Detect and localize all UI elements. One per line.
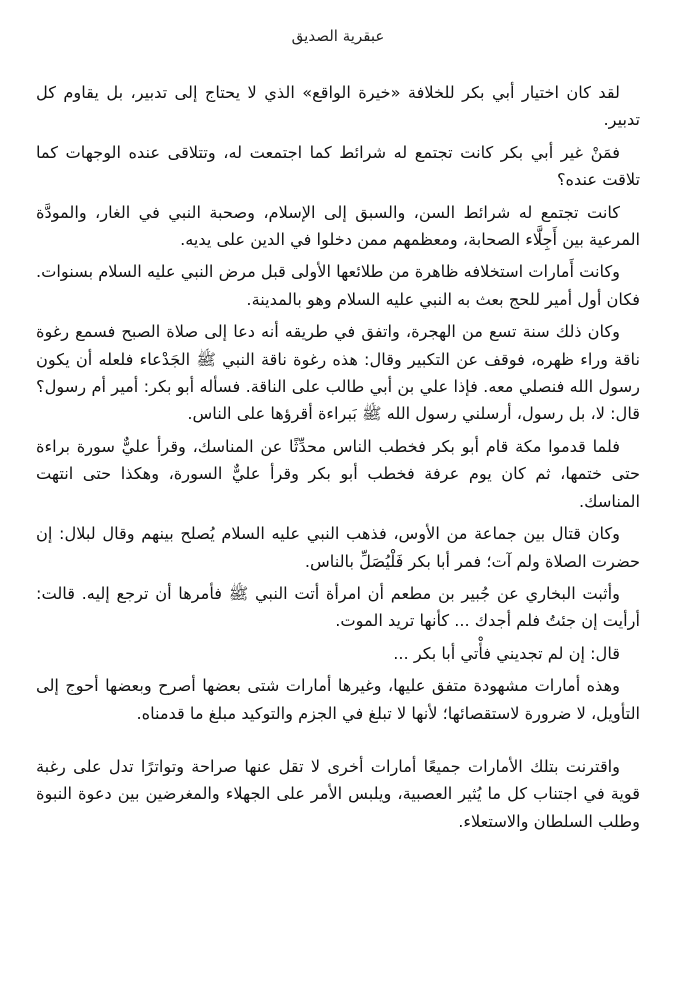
paragraph: وكان قتال بين جماعة من الأوس، فذهب النبي عليه السلام يُصلح بينهم وقال لبلال: إن حضرت الصلاة ولم آت؛ فمر أبا بكر فَلْيُصَلِّ بالناس.	[36, 524, 640, 571]
paragraph: كانت تجتمع له شرائط السن، والسبق إلى الإسلام، وصحبة النبي في الغار، والمودَّة المرعية بين أَجِلَّاء الصحابة، ومعظمهم ممن دخلوا في الدين على يديه.	[36, 202, 640, 250]
paragraph: فمَنْ غير أبي بكر كانت تجتمع له شرائط كما اجتمعت له، وتتلاقى عنده الوجهات كما تلاقت عنده؟	[36, 142, 640, 190]
body-text	[36, 79, 640, 835]
paragraph: قال: إن لم تجديني فأْتي أبا بكر ...	[393, 643, 620, 663]
paragraph: فلما قدموا مكة قام أبو بكر فخطب الناس محدِّثًا عن المناسك، وقرأ عليٌّ سورة براءة حتى ختمها، ثم كان يوم عرفة فخطب أبو بكر وقرأ عليٌّ السورة، وهكذا حتى انتهت المناسك.	[36, 436, 640, 511]
paragraph: وكان ذلك سنة تسع من الهجرة، واتفق في طريقه أنه دعا إلى صلاة الصبح فسمع رغوة ناقة وراء ظهره، فوقف عن التكبير وقال: هذه رغوة ناقة النبي ﷺ الجَدْعاء فلعله أن يكون رسول الله فنصلي معه. فإذا علي بن أبي طالب على الناقة. فسأله أبو بكر: أمير أم رسول؟ قال: لا، بل رسول، أرسلني رسول الله ﷺ بَبراءة أقرؤها على الناس.	[36, 322, 640, 424]
paragraph: واقترنت بتلك الأمارات جميعًا أمارات أخرى لا تقل عنها صراحة وتواترًا تدل على رغبة قوية في اجتناب كل ما يُثير العصبية، ويلبس الأمر على الجهلاء والمغرضين بين دعوة النبوة وطلب السلطان والاستعلاء.	[36, 756, 640, 831]
paragraph: وكانت أَمارات استخلافه ظاهرة من طلائعها الأولى قبل مرض النبي عليه السلام بسنوات. فكان أول أمير للحج بعث به النبي عليه السلام وهو بالمدينة.	[36, 262, 640, 309]
paragraph: وهذه أمارات مشهودة متفق عليها، وغيرها أمارات شتى بعضها أصرح وبعضها أحوج إلى التأويل، لا ضرورة لاستقصائها؛ لأنها لا تبلغ في الجزم والتوكيد مبلغ ما قدمناه.	[36, 676, 640, 723]
paragraph: لقد كان اختيار أبي بكر للخلافة «خيرة الواقع» الذي لا يحتاج إلى تدبير، بل يقاوم كل تدبير.	[36, 83, 640, 130]
running-header-title: عبقرية الصديق	[291, 27, 385, 45]
paragraph: وأثبت البخاري عن جُبير بن مطعم أن امرأة أتت النبي ﷺ فأمرها أن ترجع إليه. قالت: أرأيت إن جئتُ فلم أجدك ... كأنها تريد الموت.	[36, 583, 640, 631]
